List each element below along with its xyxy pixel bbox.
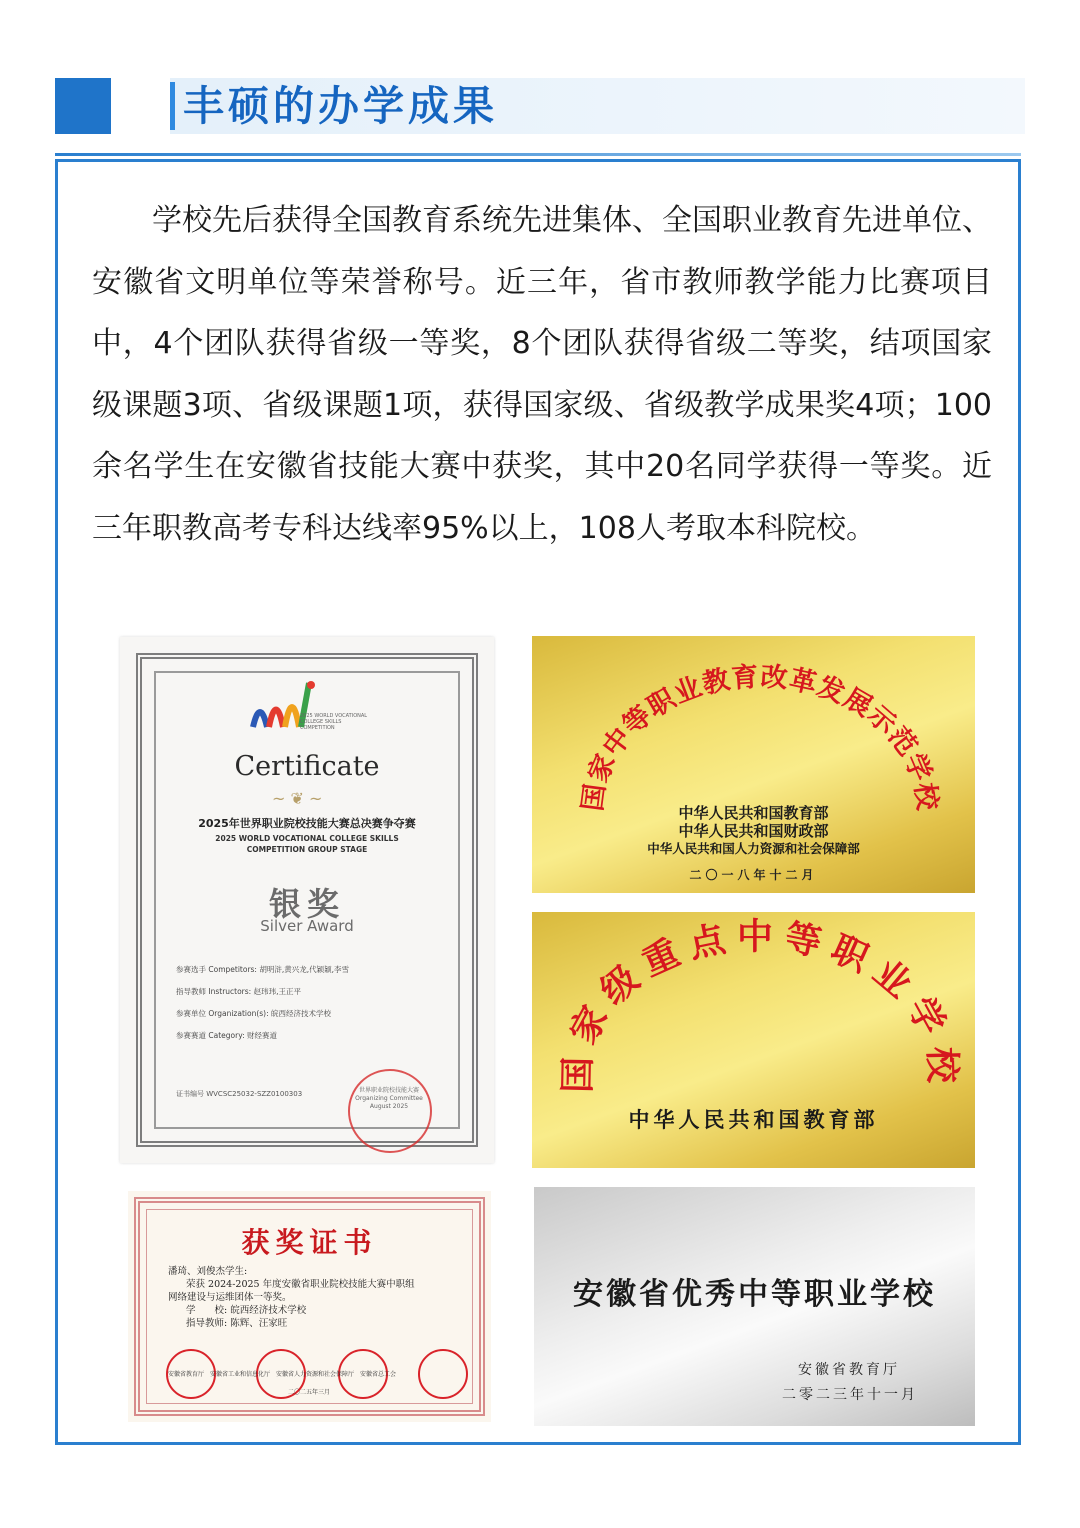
certificate-fields xyxy=(176,959,349,1047)
instructors: 指导教师 Instructors: 赵玮玮,王正平 xyxy=(176,987,301,996)
header-square xyxy=(55,78,111,134)
award-line4: 学 校: 皖西经济技术学校 xyxy=(186,1305,307,1316)
event-en-line1: 2025 WORLD VOCATIONAL COLLEGE SKILLS xyxy=(215,834,399,843)
issuer-mof: 中华人民共和国财政部 xyxy=(678,822,829,840)
award-date: 二〇二五年三月 xyxy=(288,1389,331,1396)
event-name-en xyxy=(120,833,494,855)
plaque2-issuer: 中华人民共和国教育部 xyxy=(628,1108,879,1132)
logo-caption: 2025 WORLD VOCATIONAL COLLEGE SKILLS COMPETITION xyxy=(300,713,368,731)
award-en: Silver Award xyxy=(260,917,354,935)
award-line2: 荣获 2024-2025 年度安徽省职业院校技能大赛中职组 xyxy=(186,1279,415,1290)
award-issuers: 安徽省教育厅 安徽省工业和信息化厅 安徽省人力资源和社会保障厅 安徽省总工会 xyxy=(168,1371,397,1378)
silver-award-certificate xyxy=(120,637,494,1163)
event-name-cn: 2025年世界职业院校技能大赛总决赛争夺赛 xyxy=(198,817,416,830)
organization: 参赛单位 Organization(s): 皖西经济技术学校 xyxy=(176,1009,332,1018)
plaque1-date: 二〇一八年十二月 xyxy=(689,868,818,882)
plaque1-issuers xyxy=(532,804,975,858)
svg-text:国家级重点中等职业学校: 国家级重点中等职业学校 xyxy=(556,915,964,1094)
category: 参赛赛道 Category: 财经赛道 xyxy=(176,1031,278,1040)
header-accent-line xyxy=(170,82,175,130)
issuer-mohrss: 中华人民共和国人力资源和社会保障部 xyxy=(647,841,860,856)
plaque3-title: 安徽省优秀中等职业学校 xyxy=(573,1277,936,1312)
section-title: 丰硕的办学成果 xyxy=(183,82,498,130)
plaque-excellent-school xyxy=(534,1187,975,1426)
award-certificate xyxy=(128,1191,491,1422)
competitors: 参赛选手 Competitors: 胡明浒,黄兴龙,代颖颖,李雪 xyxy=(176,965,349,974)
plaque-demonstration-school xyxy=(532,636,975,893)
flourish-icon: ~ ❦ ~ xyxy=(272,789,323,808)
award-line3: 网络建设与运维团体一等奖。 xyxy=(168,1292,292,1303)
section-header xyxy=(55,78,1025,134)
award-cert-body xyxy=(168,1265,468,1330)
plaque3-issuer: 安徽省教育厅 xyxy=(798,1362,900,1378)
plaque-key-school xyxy=(532,912,975,1168)
intro-paragraph: 学校先后获得全国教育系统先进集体、全国职业教育先进单位、安徽省文明单位等荣誉称号。近三年，省市教师教学能力比赛项目中，4个团队获得省级一等奖，8个团队获得省级二等奖，结项国家级课题3项、省级课题1项，获得国家级、省级教学成果奖4项；100余名学生在安徽省技能大赛中获奖，其中20名同学获得一等奖。近三年职教高考专科达线率95%以上，108人考取本科院校。 xyxy=(92,203,992,546)
seal-text: 世界职业院校技能大赛 Organizing Committee xyxy=(355,1087,423,1102)
red-seal-icon xyxy=(348,1069,432,1153)
issuer-moe: 中华人民共和国教育部 xyxy=(678,804,829,822)
plaque3-date: 二零二三年十一月 xyxy=(782,1387,918,1403)
certificate-date: August 2025 xyxy=(369,1103,409,1110)
seal-caption xyxy=(354,1087,424,1111)
frame-top-accent xyxy=(55,153,1021,156)
certificate-number: 证书编号 WVCSC25032-SZZ0100303 xyxy=(176,1090,303,1098)
certificate-heading: Certificate xyxy=(234,751,380,782)
award-line5: 指导教师: 陈辉、汪家旺 xyxy=(186,1318,288,1329)
award-cn: 银奖 xyxy=(268,885,345,923)
svg-text:国家中等职业教育改革发展示范学校: 国家中等职业教育改革发展示范学校 xyxy=(577,661,943,813)
award-line1: 潘琦、刘俊杰学生: xyxy=(168,1266,248,1277)
event-en-line2: COMPETITION GROUP STAGE xyxy=(246,845,368,854)
award-cert-title: 获奖证书 xyxy=(241,1226,378,1259)
